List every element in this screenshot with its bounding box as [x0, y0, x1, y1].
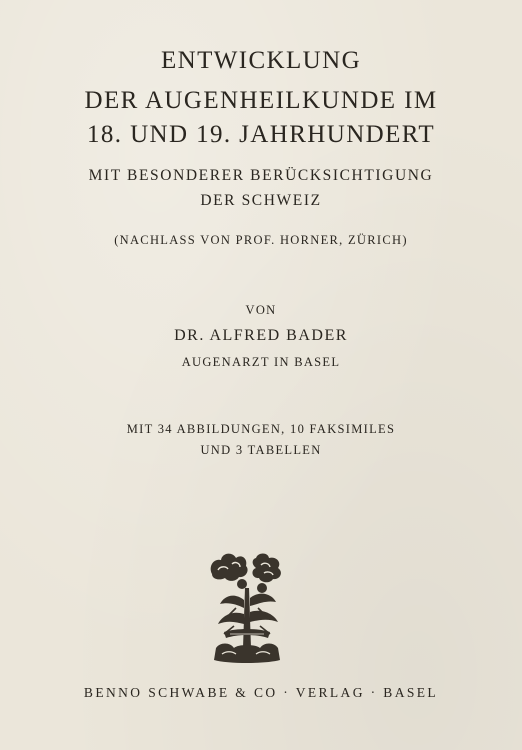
author-profession: AUGENARZT IN BASEL — [181, 355, 341, 369]
legacy-note: (NACHLASS VON PROF. HORNER, ZÜRICH) — [114, 233, 408, 247]
subtitle-line-2: DER SCHWEIZ — [200, 192, 322, 209]
title-line-1: ENTWICKLUNG — [160, 47, 362, 74]
author-name: DR. ALFRED BADER — [174, 327, 348, 344]
printer-device-woodcut-icon — [206, 548, 288, 666]
publisher-imprint: BENNO SCHWABE & CO · VERLAG · BASEL — [83, 685, 439, 700]
contents-line-2: UND 3 TABELLEN — [200, 443, 322, 457]
author-preposition: VON — [245, 303, 277, 317]
subtitle-line-1: MIT BESONDERER BERÜCKSICHTIGUNG — [88, 167, 434, 184]
contents-line-1: MIT 34 ABBILDUNGEN, 10 FAKSIMILES — [126, 422, 396, 436]
title-line-2: DER AUGENHEILKUNDE IM — [84, 87, 438, 114]
title-line-3: 18. UND 19. JAHRHUNDERT — [86, 121, 436, 148]
